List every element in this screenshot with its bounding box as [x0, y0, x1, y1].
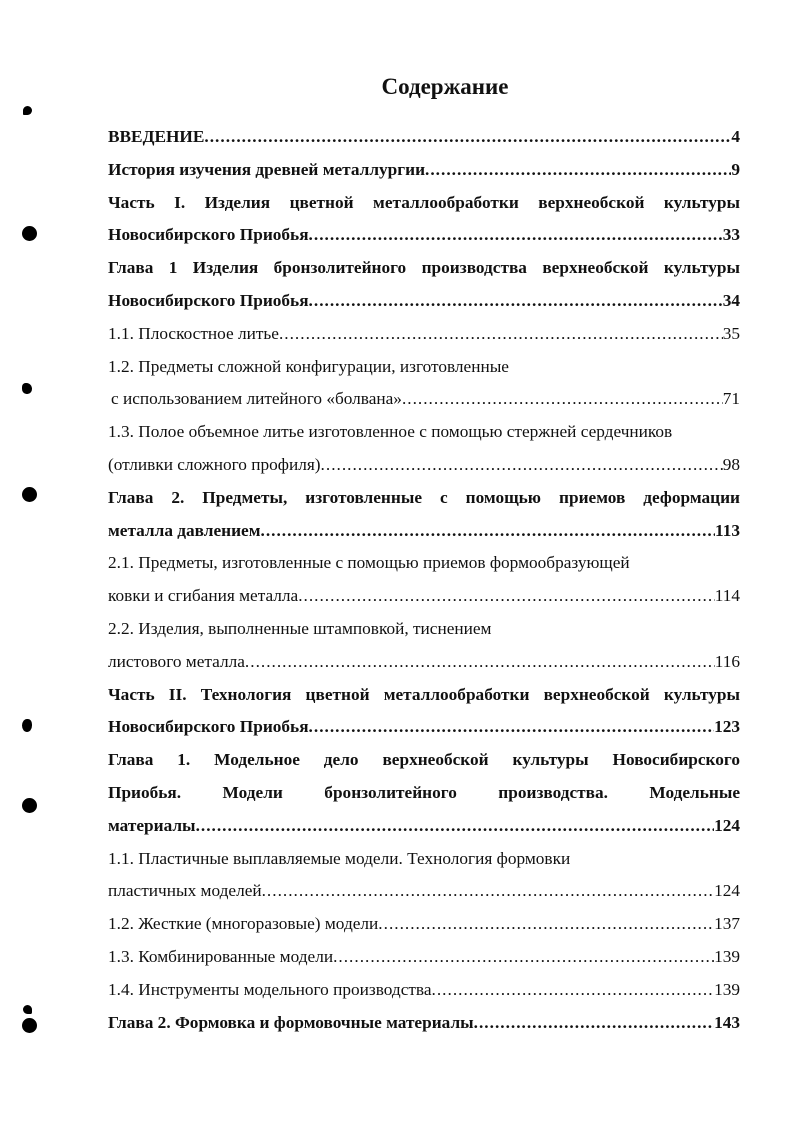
- toc-entry-1-3: (отливки сложного профиля) ..... 98: [108, 449, 740, 482]
- toc-entry-1-1: 1.1. Плоскостное литье ..... 35: [108, 318, 740, 351]
- toc-entry-part1: Новосибирского Приобья ..... 33: [108, 219, 740, 252]
- toc-entry-p2-1-3: 1.3. Комбинированные модели ..... 139: [108, 941, 740, 974]
- punch-mark: [23, 106, 32, 115]
- toc-entry-2-1: ковки и сгибания металла ..... 114: [108, 580, 740, 613]
- toc-entry-history: История изучения древней металлургии ..... 9: [108, 154, 740, 187]
- toc-entry-1-2-line1: 1.2. Предметы сложной конфигурации, изготовленные: [108, 356, 509, 376]
- toc-entry-chapter1: Новосибирского Приобья ..... 34: [108, 285, 740, 318]
- table-of-contents: [108, 121, 740, 1039]
- toc-entry-1-3-line1: 1.3. Полое объемное литье изготовленное с помощью стержней сердечников: [108, 422, 673, 442]
- punch-hole: [22, 487, 37, 502]
- toc-entry-part2-chapter1-line1: Глава 1. Модельное дело верхнеобской культуры Новосибирского: [108, 750, 740, 770]
- punch-mark: [23, 1005, 32, 1014]
- punch-hole: [22, 798, 37, 813]
- toc-entry-part1-line1: Часть I. Изделия цветной металлообработки верхнеобской культуры: [108, 192, 740, 212]
- toc-entry-part2-chapter2: Глава 2. Формовка и формовочные материалы ..... 143: [108, 1007, 740, 1040]
- toc-entry-p2-1-1-line1: 1.1. Пластичные выплавляемые модели. Технология формовки: [108, 848, 571, 868]
- toc-entry-2-2: листового металла ..... 116: [108, 646, 740, 679]
- toc-entry-chapter1-line1: Глава 1 Изделия бронзолитейного производства верхнеобской культуры: [108, 258, 740, 278]
- punch-mark: [22, 719, 32, 732]
- punch-hole: [22, 1018, 37, 1033]
- toc-entry-intro: ВВЕДЕНИЕ ..... 4: [108, 121, 740, 154]
- toc-entry-part2-chapter1: материалы ..... 124: [108, 810, 740, 843]
- toc-entry-chapter2: металла давлением ..... 113: [108, 515, 740, 548]
- toc-entry-part2-line1: Часть II. Технология цветной металлообработки верхнеобской культуры: [108, 684, 740, 704]
- toc-entry-p2-1-2: 1.2. Жесткие (многоразовые) модели ..... 137: [108, 908, 740, 941]
- punch-hole: [22, 226, 37, 241]
- toc-entry-p2-1-1: пластичных моделей ..... 124: [108, 875, 740, 908]
- toc-entry-1-2: с использованием литейного «болвана» ..... 71: [108, 383, 740, 416]
- toc-entry-p2-1-4: 1.4. Инструменты модельного производства ..... 139: [108, 974, 740, 1007]
- toc-entry-2-1-line1: 2.1. Предметы, изготовленные с помощью приемов формообразующей: [108, 553, 630, 573]
- toc-entry-part2-chapter1-line2: Приобья. Модели бронзолитейного производства. Модельные: [108, 782, 740, 802]
- page-title: Содержание: [381, 74, 509, 99]
- toc-entry-2-2-line1: 2.2. Изделия, выполненные штамповкой, тиснением: [108, 618, 492, 638]
- toc-entry-chapter2-line1: Глава 2. Предметы, изготовленные с помощью приемов деформации: [108, 487, 740, 507]
- punch-mark: [22, 383, 32, 394]
- toc-entry-part2: Новосибирского Приобья ..... 123: [108, 711, 740, 744]
